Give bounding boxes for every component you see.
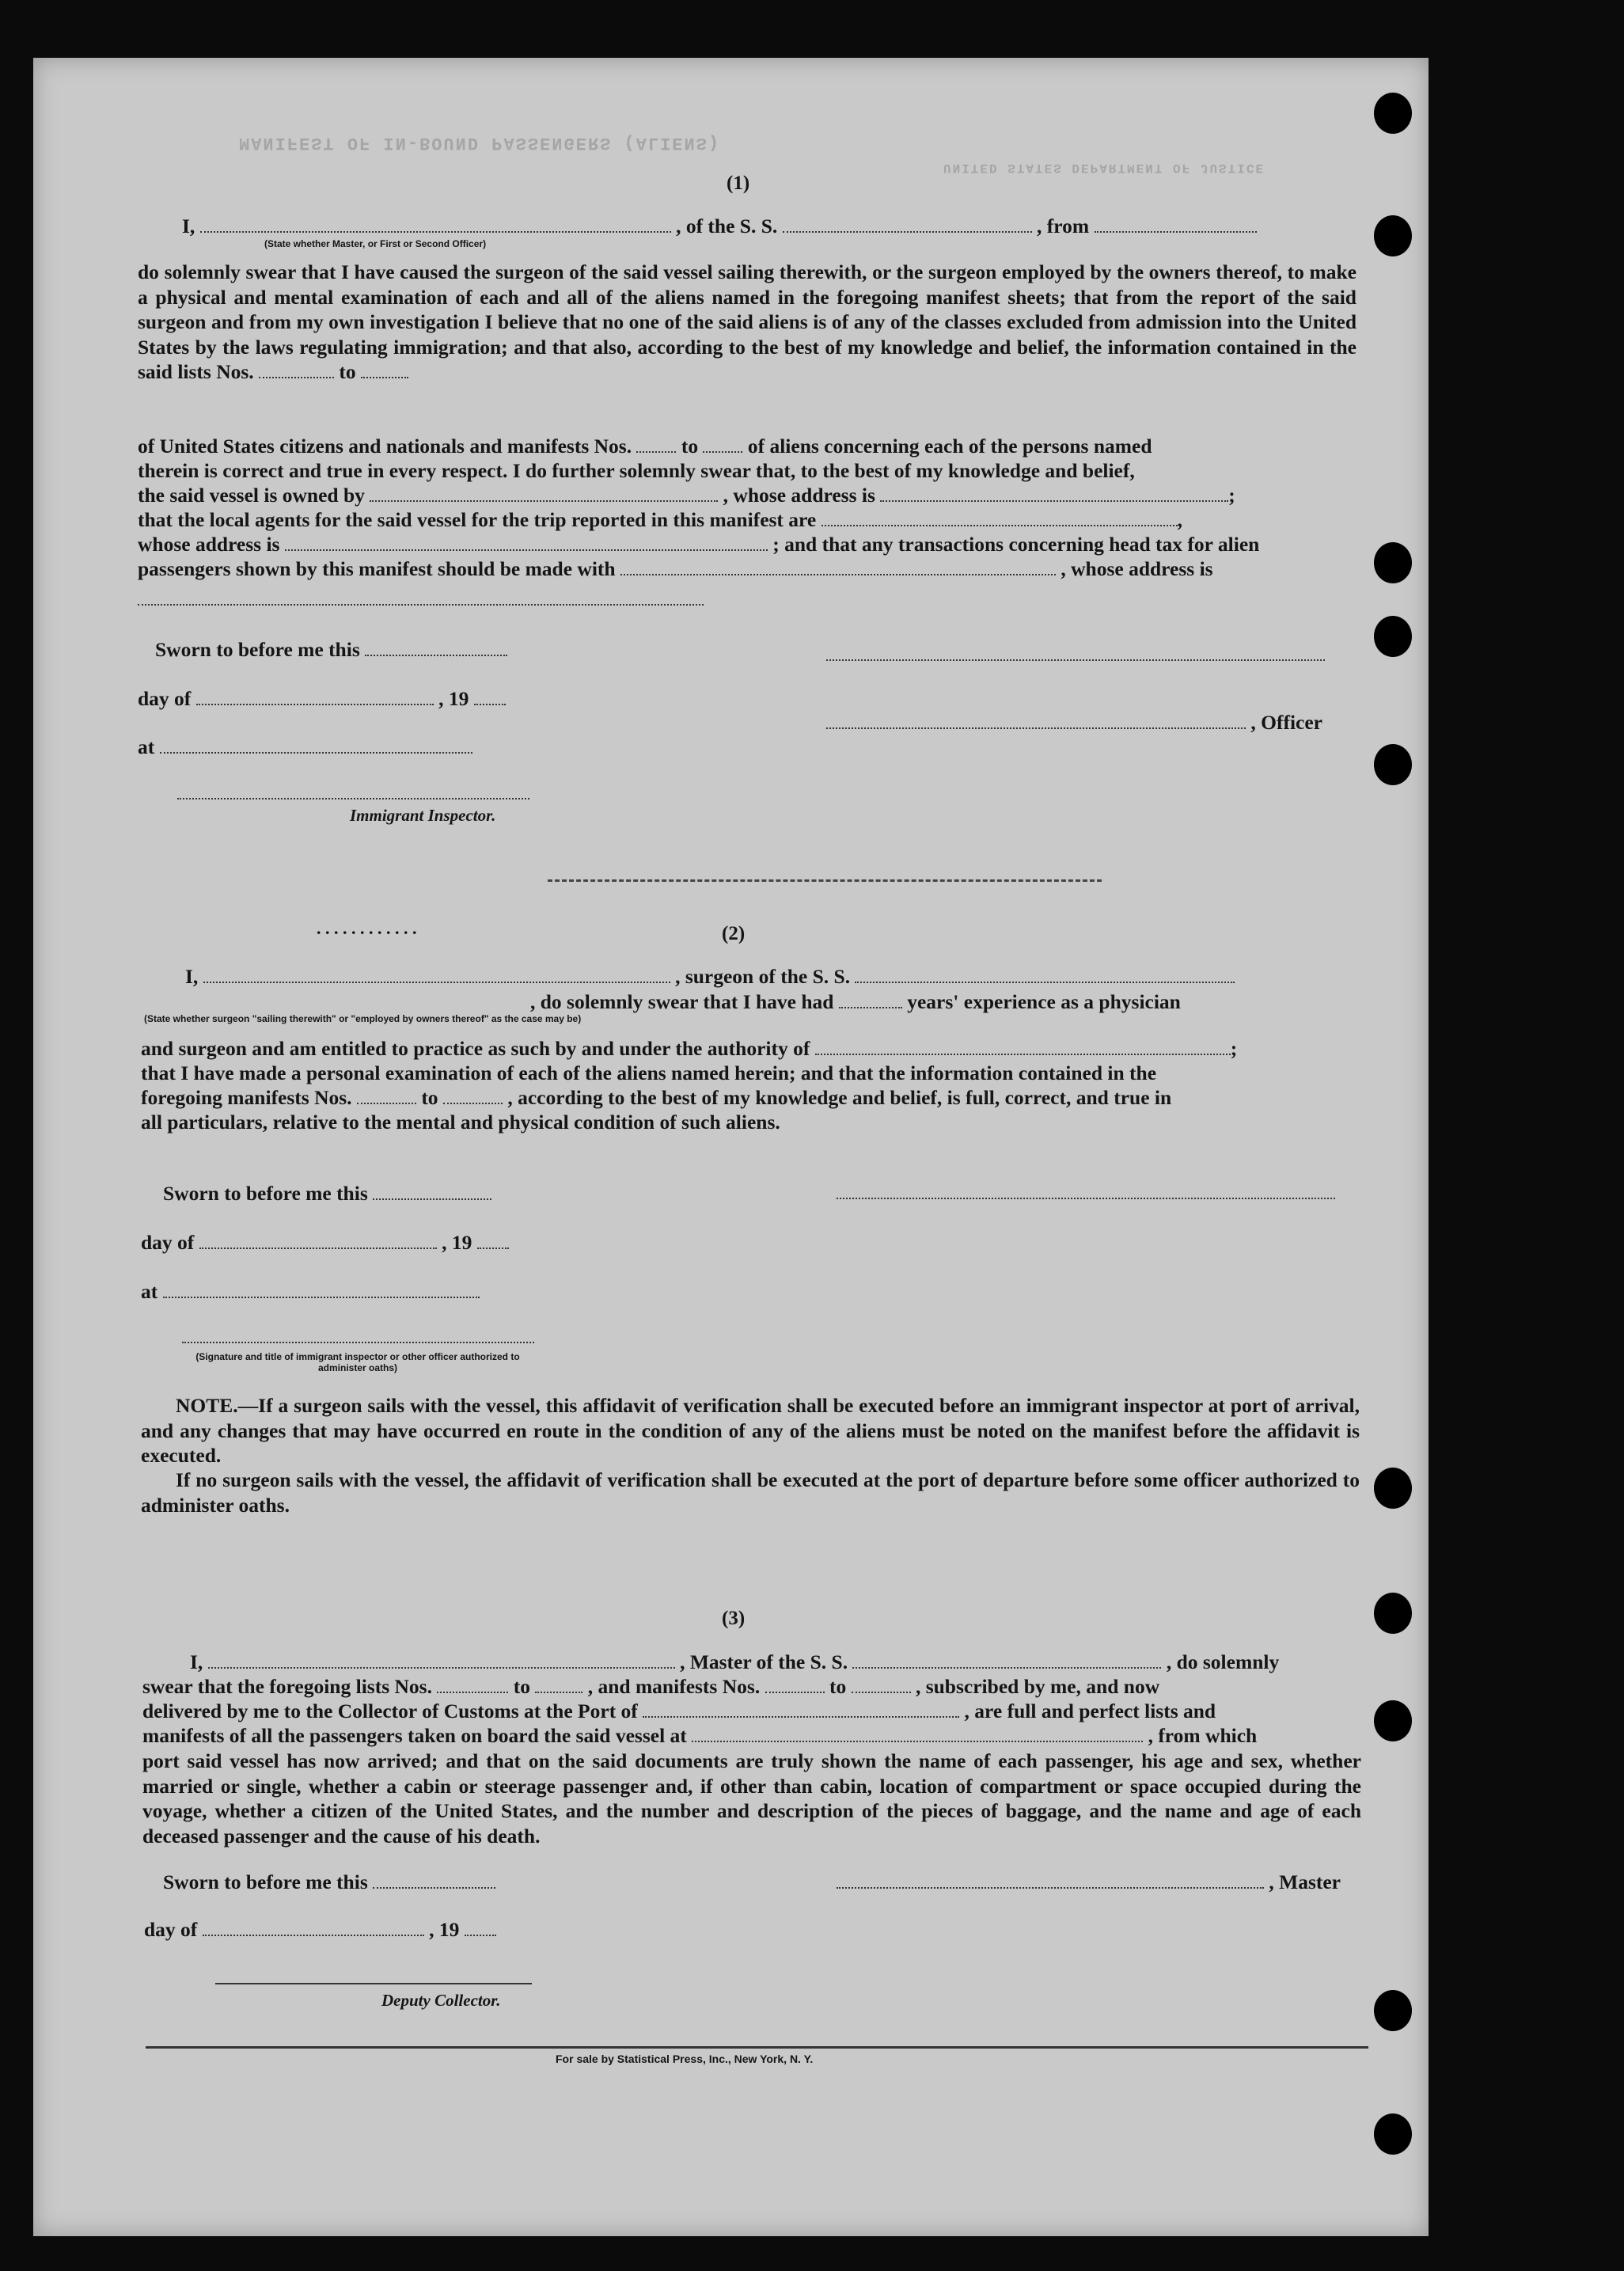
s2-surgeon-sig-line [837,1198,1335,1199]
s1-agents-label: that the local agents for the said vessel for the trip reported in this manifest are [138,508,817,531]
s3-delivered-text: delivered by me to the Collector of Customs at the Port of [142,1699,638,1722]
bleed-through-subtitle: UNITED STATES DEPARTMENT OF JUSTICE [943,161,1265,175]
s1-day-line [138,687,506,711]
s2-years-exp-text: years' experience as a physician [907,990,1181,1013]
s2-surgeon-of-label: , surgeon of the S. S. [675,965,851,988]
s2-line-note: (State whether surgeon "sailing therewith" or "employed by owners thereof" as the case may be) [144,1013,582,1024]
s2-authority-text: and surgeon and am entitled to practice as such by and under the authority of [141,1037,810,1060]
s2-day-line [141,1231,509,1255]
s1-i-label: I, [182,215,195,237]
s3-master-of-label: , Master of the S. S. [680,1650,848,1673]
s3-do-solemnly-text: , do solemnly [1166,1650,1280,1673]
s1-officer-sig-line-1 [826,659,1325,661]
s2-note-text: —If a surgeon sails with the vessel, this affidavit of verification shall be executed before an immigrant inspector at port of arrival, and any changes that may have occurred en route in the condition of any of the aliens must be noted on the manifest before the affidavit is executed. [141,1394,1360,1467]
s2-do-swear-text: , do solemnly swear that I have had [530,990,834,1013]
s3-manifests-text: , and manifests Nos. [587,1675,761,1698]
footer-rule [146,2046,1368,2049]
s2-at-line [141,1280,480,1304]
s2-note-paragraph [141,1393,1360,1468]
s2-i-label: I, [185,965,199,988]
s1-address-label: , whose address is [723,484,875,507]
s2-foregoing-text: foregoing manifests Nos. [141,1086,352,1109]
s3-manifests-of-text: manifests of all the passengers taken on board the said vessel at [142,1724,687,1747]
s1-inspector-sig-line [177,798,529,799]
manifest-sheet [33,58,1429,2236]
s2-sig-note: (Signature and title of immigrant inspector or other officer authorized to administer oaths) [195,1351,520,1373]
s2-day-of-label: day of [141,1231,195,1254]
s3-sworn-line [163,1870,495,1894]
s3-manifests-line [142,1724,1257,1748]
s1-sworn-label: Sworn to before me this [155,638,360,661]
s1-passengers-text: passengers shown by this manifest should be made with [138,557,616,580]
punch-hole [1374,1468,1412,1509]
s3-lists-text: swear that the foregoing lists Nos. [142,1675,432,1698]
s3-paragraph-text: port said vessel has now arrived; and that on the said documents are truly shown the name of each passenger, his age and sex, whether married or single, whether a cabin or steerage passenger and, if other than cabin, location of compartment or space occupied during the voyage, whether a citizen of the United States, and the number and description of the pieces of baggage, and the name and age of each deceased passenger and the cause of his death. [142,1749,1361,1848]
s1-paragraph [138,260,1356,385]
s3-master-line [837,1870,1341,1894]
punch-hole [1374,1990,1412,2031]
punch-hole [1374,215,1412,256]
s3-deputy-label: Deputy Collector. [381,1991,501,2010]
s2-inspector-sig-line [182,1342,534,1343]
punch-hole [1374,2113,1412,2155]
s1-to-2: to [681,435,699,458]
s1-line-1 [182,215,1257,238]
punch-hole [1374,1700,1412,1741]
punch-hole [1374,93,1412,134]
s2-sworn-line [163,1182,491,1206]
punch-hole [1374,1593,1412,1634]
s3-sworn-label: Sworn to before me this [163,1870,368,1893]
s2-sworn-label: Sworn to before me this [163,1182,368,1205]
s1-paragraph-text: do solemnly swear that I have caused the surgeon of the said vessel sailing therewith, or the surgeon employed by the owners thereof, to make a physical and mental examination of each and all of the aliens named in the foregoing manifest sheets; that from the report of the said surgeon and from my own investigation I believe that no one of the said aliens is of any of the classes excluded from admission into the United States by the laws regulating immigration; and that also, according to the best of my knowledge and belief, the information contained in the said lists Nos. [138,260,1356,383]
s2-note-paragraph-2 [141,1468,1360,1517]
section-1-number: (1) [727,173,750,194]
bleed-through-title: MANIFEST OF IN-BOUND PASSENGERS (ALIENS) [239,133,721,153]
s2-exam-line: that I have made a personal examination of each of the aliens named herein; and that the information contained in the [141,1061,1157,1084]
s1-correct-line: therein is correct and true in every respect. I do further solemnly swear that, to the best of my knowledge and belief, [138,459,1135,482]
s2-note-text-2: If no surgeon sails with the vessel, the affidavit of verification shall be executed at the port of departure before some officer authorized to administer oaths. [141,1468,1360,1517]
s1-inspector-label: Immigrant Inspector. [350,806,496,825]
s2-line-2 [530,990,1181,1014]
s1-stray-dots: . . . . . . . . . . . . [317,918,417,938]
s3-to-1: to [513,1675,530,1698]
s1-sworn-line [155,638,507,662]
s1-citizens-line [138,435,1152,458]
section-2-number: (2) [722,923,746,944]
s1-head-tax-text: ; and that any transactions concerning head tax for alien [772,533,1260,556]
punch-hole [1374,744,1412,785]
s2-note-label: NOTE. [176,1394,238,1417]
s3-full-perfect-text: , are full and perfect lists and [964,1699,1216,1722]
s3-deputy-sig-line [215,1983,532,1984]
s3-to-2: to [829,1675,847,1698]
s3-day-line [144,1918,496,1942]
s2-at-label: at [141,1280,158,1303]
s1-address-fill-line [138,604,704,606]
s3-lists-line [142,1675,1159,1699]
s1-at-line [138,735,472,759]
s1-agents-address-line [138,533,1259,556]
s1-year-label: , 19 [438,687,469,710]
s1-agents-line: that the local agents for the said vessel for the trip reported in this manifest are , [138,508,1182,531]
s3-delivered-line [142,1699,1216,1723]
punch-hole [1374,616,1412,657]
s3-subscribed-text: , subscribed by me, and now [915,1675,1160,1698]
s1-agents-address-label: whose address is [138,533,280,556]
s3-year-label: , 19 [429,1918,460,1941]
s3-paragraph [142,1749,1361,1848]
s1-owned-by-label: the said vessel is owned by [138,484,365,507]
s3-from-which-text: , from which [1148,1724,1258,1747]
s1-address-label-3: , whose address is [1061,557,1213,580]
s3-line-1 [190,1650,1279,1674]
s2-foregoing-line [141,1086,1171,1110]
s1-of-ss-label: , of the S. S. [676,215,778,237]
s2-according-text: , according to the best of my knowledge and belief, is full, correct, and true in [507,1086,1172,1109]
s3-i-label: I, [190,1650,203,1673]
section-3-number: (3) [722,1608,746,1629]
s3-day-of-label: day of [144,1918,198,1941]
s1-at-label: at [138,735,155,758]
s2-authority-line: and surgeon and am entitled to practice as such by and under the authority of ; [141,1037,1238,1060]
footer-imprint: For sale by Statistical Press, Inc., New York, N. Y. [556,2053,814,2065]
s3-master-label: , Master [1269,1870,1341,1893]
s1-day-of-label: day of [138,687,192,710]
s2-year-label: , 19 [442,1231,472,1254]
s1-officer-line [826,711,1322,735]
punch-hole [1374,542,1412,583]
s1-citizens-text: of United States citizens and nationals and manifests Nos. [138,435,632,458]
s1-from-label: , from [1037,215,1090,237]
s2-to-label: to [421,1086,438,1109]
s2-line-1 [185,965,1235,989]
s1-aliens-text: of aliens concerning each of the persons named [747,435,1152,458]
s1-passengers-line [138,557,1213,581]
s1-owned-line: the said vessel is owned by , whose address is ; [138,484,1235,507]
s1-divider [548,879,1102,882]
s1-officer-label: , Officer [1250,711,1322,734]
s1-to-1: to [339,360,356,383]
s2-particulars-line: all particulars, relative to the mental and physical condition of such aliens. [141,1111,780,1134]
s1-line-note: (State whether Master, or First or Second Officer) [264,238,487,249]
